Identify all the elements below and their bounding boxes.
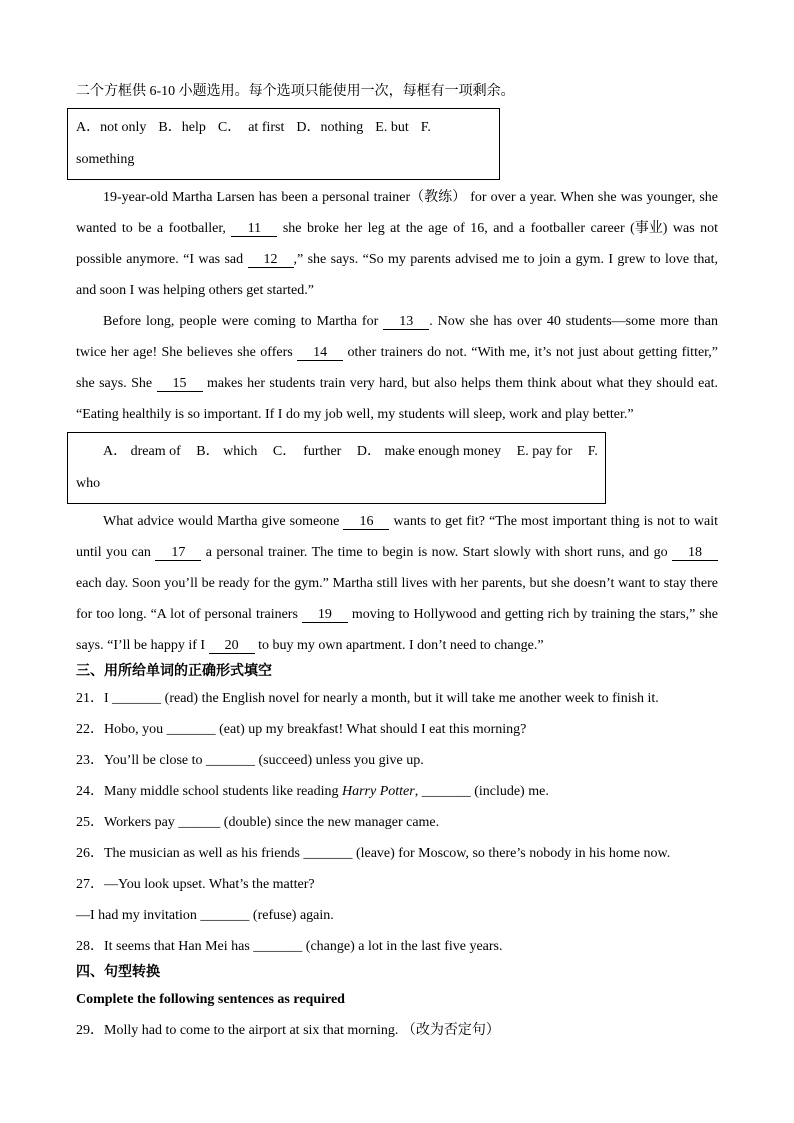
passage-line — [76, 368, 718, 399]
question-item — [76, 1015, 718, 1046]
question-line — [76, 1015, 718, 1046]
question-line — [76, 776, 718, 807]
passage-line — [76, 306, 718, 337]
option-item: D． make enough money — [356, 444, 502, 459]
passage-text: she says. She — [76, 376, 157, 391]
passage-text: wants to get fit? “The most important thing is not to wait — [389, 513, 718, 529]
book-title: Harry Potter — [341, 783, 415, 799]
option-list — [103, 436, 598, 468]
question-line — [76, 838, 718, 869]
question-number: 26． — [76, 845, 104, 861]
passage-text: wanted to be a footballer, — [76, 221, 232, 236]
passage-text: makes her students train very hard, but also helps them think about what they should eat. — [202, 376, 718, 391]
option-box-2 — [67, 432, 606, 504]
question-number: 21． — [76, 690, 104, 706]
passage-line — [76, 399, 718, 430]
answer-blank: 18 — [672, 545, 718, 561]
passage-text: twice her age! She believes she offers — [76, 345, 298, 360]
reading-passage-2 — [76, 506, 718, 661]
question-item — [76, 745, 718, 776]
passage-line-text — [103, 190, 718, 205]
option-item: E. pay for — [516, 444, 573, 459]
question-number: 24． — [76, 783, 104, 799]
passage-text: each day. Soon you’ll be ready for the gym.” Martha still lives with her parents, but she doesn’t want to stay there — [76, 575, 718, 591]
question-text: , _______ (include) me. — [414, 783, 549, 799]
answer-blank: 11 — [231, 221, 277, 237]
question-number: 23． — [76, 752, 104, 768]
passage-line — [76, 244, 718, 275]
answer-blank: 12 — [248, 252, 294, 268]
passage-line-text — [76, 576, 718, 591]
passage-text: for too long. “A lot of personal trainers — [76, 606, 302, 622]
passage-line-text — [76, 407, 634, 422]
reading-passage-1 — [76, 182, 718, 430]
question-line — [76, 714, 718, 745]
passage-line-text — [76, 252, 718, 267]
passage-line-text — [76, 283, 314, 298]
passage-text: . Now she has over 40 students—some more than — [429, 314, 718, 329]
passage-text: “Eating healthily is so important. If I do my job well, my students will sleep, work and play better.” — [76, 407, 634, 422]
passage-line — [76, 568, 718, 599]
passage-text: Before long, people were coming to Martha for — [103, 314, 384, 329]
question-item — [76, 714, 718, 745]
option-item: D．nothing — [296, 120, 364, 135]
passage-text: she broke her leg at the age of 16, and a footballer career (事业) was not — [277, 221, 718, 236]
section-heading: 四、句型转换 — [76, 964, 160, 980]
passage-text: to buy my own apartment. I don’t need to change.” — [254, 637, 544, 653]
passage-line-text — [76, 545, 718, 560]
section-heading: 三、用所给单词的正确形式填空 — [76, 663, 272, 679]
option-item: B．help — [158, 120, 206, 135]
passage-line-text — [76, 607, 718, 622]
question-text: The musician as well as his friends _______ (leave) for Moscow, so there’s nobody in his home now. — [104, 845, 671, 861]
passage-paragraph — [76, 182, 718, 306]
question-text: You’ll be close to _______ (succeed) unless you give up. — [104, 752, 424, 768]
question-text: —You look upset. What’s the matter? — [104, 876, 315, 892]
section-3 — [76, 661, 718, 962]
question-line — [76, 931, 718, 962]
answer-blank: 16 — [343, 514, 389, 530]
passage-text: until you can — [76, 544, 156, 560]
passage-text: 19-year-old Martha Larsen has been a personal trainer（教练） for over a year. When she was younger, she — [103, 190, 718, 205]
page-content — [76, 76, 718, 1046]
passage-line-text — [76, 221, 718, 236]
question-number: 27． — [76, 876, 104, 892]
question-item — [76, 683, 718, 714]
passage-text: possible anymore. “I was sad — [76, 252, 248, 267]
option-row — [76, 436, 605, 468]
question-item — [76, 776, 718, 807]
question-list — [76, 1015, 718, 1046]
passage-line-text — [103, 514, 718, 529]
passage-text: ,” she says. “So my parents advised me to join a gym. I grew to love that, — [293, 252, 718, 267]
question-text: Workers pay ______ (double) since the new manager came. — [104, 814, 440, 830]
passage-paragraph — [76, 306, 718, 430]
question-line — [76, 869, 718, 900]
passage-line-text — [103, 314, 718, 329]
option-item: A．not only — [76, 120, 147, 135]
passage-line-text — [76, 376, 718, 391]
question-number: 28． — [76, 938, 104, 954]
answer-blank: 13 — [383, 314, 429, 330]
option-item-continuation: something — [76, 152, 135, 167]
answer-blank: 20 — [209, 638, 255, 654]
question-text: I _______ (read) the English novel for nearly a month, but it will take me another week to finish it. — [104, 690, 659, 706]
question-line — [76, 807, 718, 838]
option-item: C． further — [272, 444, 342, 459]
passage-text: and soon I was helping others get started.” — [76, 283, 314, 298]
section-subheading: Complete the following sentences as required — [76, 991, 345, 1007]
passage-line — [76, 182, 718, 213]
passage-text: says. “I’ll be happy if I — [76, 637, 209, 653]
passage-line — [76, 599, 718, 630]
question-text: It seems that Han Mei has _______ (change) a lot in the last five years. — [104, 938, 503, 954]
option-item: E. but — [375, 120, 409, 135]
question-text: Many middle school students like reading — [104, 783, 342, 799]
option-row — [76, 112, 499, 144]
passage-line — [76, 630, 718, 661]
passage-line-text — [76, 345, 718, 360]
option-list — [76, 112, 431, 144]
option-item-continuation: who — [76, 476, 101, 491]
passage-text: a personal trainer. The time to begin is now. Start slowly with short runs, and go — [201, 544, 672, 560]
option-item: F. — [587, 444, 598, 459]
passage-text: other trainers do not. “With me, it’s not just about getting fitter,” — [343, 345, 718, 360]
question-number: 25． — [76, 814, 104, 830]
section-4 — [76, 962, 718, 1046]
passage-line — [76, 506, 718, 537]
option-item: B． which — [196, 444, 258, 459]
question-item — [76, 807, 718, 838]
question-text: Molly had to come to the airport at six that morning. （改为否定句） — [104, 1022, 500, 1038]
question-line — [76, 745, 718, 776]
question-line — [76, 900, 718, 931]
question-item — [76, 931, 718, 962]
answer-blank: 17 — [155, 545, 201, 561]
passage-line — [76, 275, 718, 306]
option-item: A． dream of — [103, 444, 181, 459]
question-item — [76, 869, 718, 931]
option-item: C． at first — [217, 120, 285, 135]
answer-blank: 14 — [297, 345, 343, 361]
passage-line — [76, 337, 718, 368]
passage-text: What advice would Martha give someone — [103, 513, 344, 529]
question-text: —I had my invitation _______ (refuse) again. — [76, 907, 334, 923]
answer-blank: 15 — [157, 376, 203, 392]
question-text: Hobo, you _______ (eat) up my breakfast! What should I eat this morning? — [104, 721, 527, 737]
passage-text: moving to Hollywood and getting rich by training the stars,” she — [347, 606, 718, 622]
passage-line — [76, 213, 718, 244]
passage-line — [76, 537, 718, 568]
question-item — [76, 838, 718, 869]
option-box-1 — [67, 108, 500, 180]
passage-paragraph — [76, 506, 718, 661]
option-item: F. — [420, 120, 431, 135]
answer-blank: 19 — [302, 607, 348, 623]
passage-line-text — [76, 638, 544, 653]
question-line — [76, 683, 718, 714]
question-list — [76, 683, 718, 962]
question-number: 29． — [76, 1022, 104, 1038]
instruction-text: 二个方框供 6-10 小题选用。每个选项只能使用一次，每框有一项剩余。 — [76, 84, 515, 99]
question-number: 22． — [76, 721, 104, 737]
